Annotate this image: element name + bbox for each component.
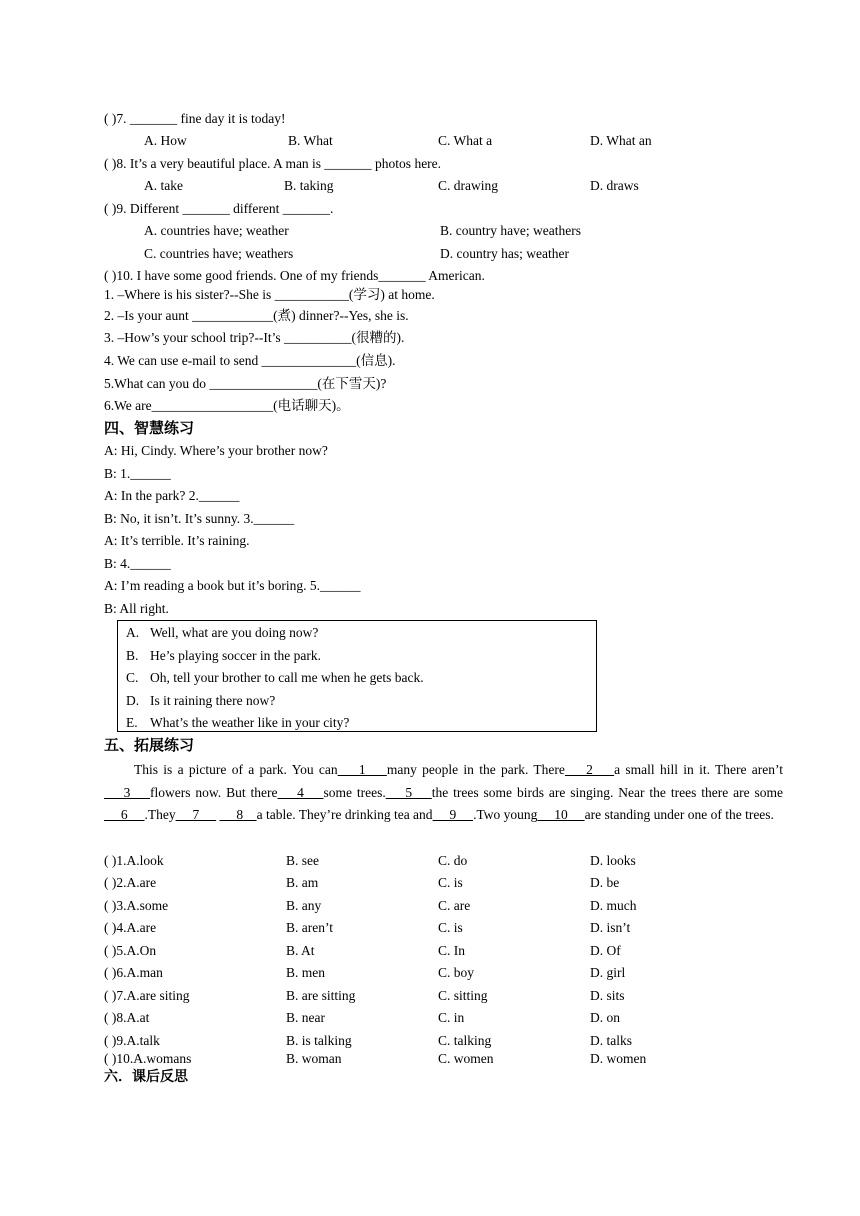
passage-text: a table. They’re drinking tea and <box>256 807 433 822</box>
cloze-q5-option-c: C. In <box>438 943 465 958</box>
cloze-q6-option-d: D. girl <box>590 965 626 980</box>
cloze-q2-option-c: C. is <box>438 875 463 890</box>
cloze-q8-option-c: C. in <box>438 1010 465 1025</box>
cloze-q10-option-c: C. women <box>438 1051 494 1066</box>
fill-blank-3: 3. –How’s your school trip?--It’s __________(很糟的). <box>104 330 405 345</box>
question-8-stem: ( )8. It’s a very beautiful place. A man is _______ photos here. <box>104 156 442 171</box>
choice-letter: E. <box>126 715 138 730</box>
cloze-q10-option-d: D. women <box>590 1051 647 1066</box>
fill-blank-1: 1. –Where is his sister?--She is ___________(学习) at home. <box>104 287 435 302</box>
cloze-q1-option-b: B. see <box>286 853 319 868</box>
cloze-q4-stem: ( )4.A.are <box>104 920 157 935</box>
question-9-option-c: C. countries have; weathers <box>144 246 294 261</box>
fill-blank-2: 2. –Is your aunt ____________(煮) dinner?--Yes, she is. <box>104 308 409 323</box>
cloze-q7-stem: ( )7.A.are siting <box>104 988 190 1003</box>
passage-text: .They <box>144 807 176 822</box>
blank-10: 10 <box>537 807 585 822</box>
cloze-q5-option-b: B. At <box>286 943 315 958</box>
cloze-q2-stem: ( )2.A.are <box>104 875 157 890</box>
passage-text: are standing under one of the trees. <box>584 807 774 822</box>
cloze-q4-option-d: D. isn’t <box>590 920 631 935</box>
choice-d <box>126 693 275 709</box>
question-7-stem: ( )7. _______ fine day it is today! <box>104 111 286 126</box>
passage-text: a small hill in it. There aren’t <box>614 762 784 777</box>
dialogue-line-3: A: In the park? 2.______ <box>104 488 240 503</box>
cloze-q2-option-b: B. am <box>286 875 319 890</box>
cloze-q10-option-b: B. woman <box>286 1051 342 1066</box>
cloze-q9-option-b: B. is talking <box>286 1033 352 1048</box>
cloze-q6-stem: ( )6.A.man <box>104 965 163 980</box>
choice-letter: A. <box>126 625 140 640</box>
question-7-option-d: D. What an <box>590 133 652 148</box>
cloze-q3-option-b: B. any <box>286 898 322 913</box>
blank-2: 2 <box>564 762 615 777</box>
cloze-q8-stem: ( )8.A.at <box>104 1010 150 1025</box>
choice-text: Oh, tell your brother to call me when he gets back. <box>150 670 424 685</box>
choice-c <box>126 670 424 686</box>
question-7-option-c: C. What a <box>438 133 493 148</box>
fill-blank-5: 5.What can you do ________________(在下雪天)? <box>104 376 387 391</box>
blank-8: 8 <box>219 807 257 822</box>
cloze-q3-option-c: C. are <box>438 898 471 913</box>
cloze-q1-option-d: D. looks <box>590 853 636 868</box>
cloze-q7-option-c: C. sitting <box>438 988 488 1003</box>
cloze-q9-stem: ( )9.A.talk <box>104 1033 160 1048</box>
section-5-title: 五、拓展练习 <box>104 736 195 754</box>
cloze-q10-stem: ( )10.A.womans <box>104 1051 192 1066</box>
choice-b <box>126 648 321 664</box>
blank-9: 9 <box>432 807 474 822</box>
cloze-q9-option-c: C. talking <box>438 1033 492 1048</box>
passage-text: This is a picture of a park. You can <box>134 762 338 777</box>
choice-a <box>126 625 318 641</box>
choice-text: He’s playing soccer in the park. <box>150 648 321 663</box>
choice-text: Well, what are you doing now? <box>150 625 319 640</box>
passage-text: some trees. <box>323 784 386 800</box>
question-8-option-a: A. take <box>144 178 183 193</box>
choice-text: Is it raining there now? <box>150 693 276 708</box>
dialogue-line-7: A: I’m reading a book but it’s boring. 5.______ <box>104 578 361 593</box>
dialogue-line-1: A: Hi, Cindy. Where’s your brother now? <box>104 443 328 458</box>
passage-text: the trees some birds are singing. Near the trees there are some <box>431 784 783 800</box>
question-8-option-b: B. taking <box>284 178 334 193</box>
cloze-q8-option-d: D. on <box>590 1010 620 1025</box>
question-9-stem: ( )9. Different _______ different _______. <box>104 201 334 216</box>
cloze-q1-option-c: C. do <box>438 853 468 868</box>
cloze-q6-option-c: C. boy <box>438 965 475 980</box>
fill-blank-6: 6.We are__________________(电话聊天)。 <box>104 398 350 413</box>
blank-1: 1 <box>337 762 387 777</box>
cloze-q4-option-c: C. is <box>438 920 463 935</box>
blank-7: 7 <box>175 807 217 822</box>
choice-letter: C. <box>126 670 139 685</box>
cloze-q9-option-d: D. talks <box>590 1033 632 1048</box>
question-7-option-b: B. What <box>288 133 333 148</box>
cloze-q5-option-d: D. Of <box>590 943 621 958</box>
cloze-q1-stem: ( )1.A.look <box>104 853 164 868</box>
question-9-option-d: D. country has; weather <box>440 246 569 261</box>
cloze-q3-option-d: D. much <box>590 898 637 913</box>
passage-text: .Two young <box>473 807 538 822</box>
passage-text: many people in the park. There <box>386 762 565 777</box>
blank-5: 5 <box>385 784 432 800</box>
section-4-title: 四、智慧练习 <box>104 419 195 437</box>
blank-3: 3 <box>104 784 151 800</box>
cloze-q2-option-d: D. be <box>590 875 620 890</box>
cloze-q7-option-d: D. sits <box>590 988 625 1003</box>
cloze-q4-option-b: B. aren’t <box>286 920 333 935</box>
fill-blank-4: 4. We can use e-mail to send ______________(信息). <box>104 353 396 368</box>
cloze-q8-option-b: B. near <box>286 1010 325 1025</box>
blank-4: 4 <box>277 784 324 800</box>
section-6-title: 六．课后反思 <box>104 1069 188 1085</box>
blank-6: 6 <box>104 807 145 822</box>
question-8-option-c: C. drawing <box>438 178 498 193</box>
dialogue-line-2: B: 1.______ <box>104 466 171 481</box>
question-10-stem: ( )10. I have some good friends. One of my friends_______ American. <box>104 268 485 283</box>
answer-choices-box <box>117 620 597 732</box>
question-7-option-a: A. How <box>144 133 187 148</box>
choice-letter: B. <box>126 648 139 663</box>
choice-text: What’s the weather like in your city? <box>150 715 350 730</box>
question-9-option-a: A. countries have; weather <box>144 223 289 238</box>
question-8-option-d: D. draws <box>590 178 639 193</box>
cloze-q6-option-b: B. men <box>286 965 325 980</box>
cloze-q3-stem: ( )3.A.some <box>104 898 169 913</box>
dialogue-line-4: B: No, it isn’t. It’s sunny. 3.______ <box>104 511 295 526</box>
dialogue-line-5: A: It’s terrible. It’s raining. <box>104 533 250 548</box>
cloze-passage <box>104 759 783 827</box>
choice-e <box>126 715 349 731</box>
choice-letter: D. <box>126 693 140 708</box>
dialogue-line-6: B: 4.______ <box>104 556 171 571</box>
cloze-q7-option-b: B. are sitting <box>286 988 356 1003</box>
question-9-option-b: B. country have; weathers <box>440 223 581 238</box>
cloze-q5-stem: ( )5.A.On <box>104 943 157 958</box>
passage-text: flowers now. But there <box>150 784 278 800</box>
dialogue-line-8: B: All right. <box>104 601 169 616</box>
